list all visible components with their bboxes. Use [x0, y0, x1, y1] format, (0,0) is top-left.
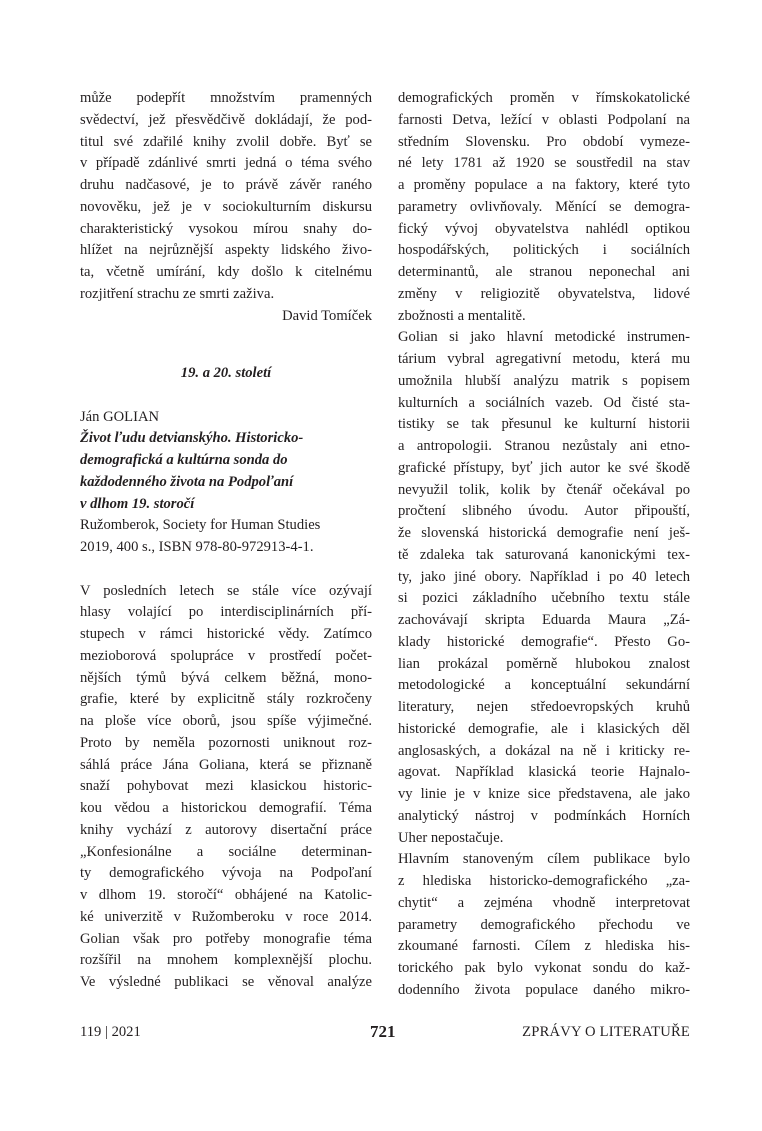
text-line: stupech v rámci historické vědy. Zatímco	[80, 626, 372, 642]
text-line: Hlavním stanoveným cílem publikace bylo	[398, 851, 690, 868]
left-column	[80, 88, 372, 994]
book-author: Ján GOLIAN	[80, 408, 160, 425]
text-line: 2019, 400 s., ISBN 978-80-972913-4-1.	[80, 539, 314, 555]
text-line: novověku, jež je v sociokulturním diskursu	[80, 198, 372, 215]
text-line: rozšířil na mnohem komplexnější plochu.	[80, 952, 372, 969]
text-line: historické demografie, ale i klasických děl	[398, 720, 690, 737]
text-line: kou vědou a historickou demografií. Téma	[80, 800, 372, 816]
text-line: z hlediska historicko-demografického „za-	[398, 873, 690, 889]
text-line: kulturních a sociálních vazeb. Od čisté sta-	[398, 394, 690, 411]
text-line: fický vývoj obyvatelstva nahlédl optikou	[398, 220, 690, 237]
text-line: grafické přístupy, byť jich autor ke své škodě	[398, 459, 690, 476]
right-column	[398, 88, 690, 1002]
text-line: zbožnosti a mentalitě.	[398, 307, 526, 324]
text-line: Uher nepostačuje.	[398, 829, 504, 846]
journal-issue: 119 | 2021	[80, 1024, 141, 1040]
text-line: „Konfesionálne a sociálne determinan-	[80, 843, 372, 860]
text-line: né lety 1781 až 1920 se soustředil na stav	[398, 155, 690, 172]
text-line: pročtení slibného úvodu. Autor připouští,	[398, 503, 690, 520]
text-line: ty, jako jiné obory. Například i po 40 letech	[398, 568, 690, 585]
text-line: si pozici základního učebního textu stále	[398, 590, 690, 607]
text-line: charakteristický vysokou mírou snahy do-	[80, 220, 372, 237]
text-line: anglosaských, a dokázal na ně i kriticky re-	[398, 742, 690, 759]
text-line: literatury, nejen středoevropských kruhů	[398, 699, 690, 715]
review-text	[80, 581, 372, 994]
text-line: změny v religiozitě obyvatelstva, lidové	[398, 285, 690, 302]
text-line: chytit“ a zejména vhodně interpretovat	[398, 894, 690, 911]
text-line: rozjitření strachu ze smrti zaživa.	[80, 285, 275, 302]
text-line: dodenního života populace daného mikro-	[398, 981, 690, 998]
text-line: na ploše více oborů, jsou spíše výjimečné.	[80, 713, 372, 729]
text-line: titul své zdařilé knihy zvolil dobře. Byť se	[80, 133, 372, 150]
text-line: ké univerzitě v Ružomberoku v roce 2014.	[80, 908, 372, 925]
text-line: druhu nadčasové, je to právě závěr raného	[80, 177, 372, 193]
text-line: parametry demografického přechodu ve	[398, 916, 690, 933]
text-line: nějších týmů bývá celkem běžná, mono-	[80, 669, 372, 686]
paragraph-2	[398, 327, 690, 849]
text-line: tárium vybral agregativní metodu, která mu	[398, 351, 690, 367]
page-number: 721	[370, 1022, 396, 1041]
text-line: sáhlá práce Jána Goliana, která se přiznaně	[80, 756, 372, 773]
book-title	[80, 428, 372, 515]
text-line: grafie, které by explicitně stály rozkročeny	[80, 691, 372, 708]
paragraph-1	[398, 88, 690, 327]
text-line: ty demografického vývoja na Podpoľaní	[80, 865, 372, 882]
text-line: Ve výsledné publikaci se věnoval analýze	[80, 974, 372, 990]
text-line: středním Slovensku. Pro období vymeze-	[398, 133, 690, 150]
text-line: snaží pohybovat mezi klasickou historic-	[80, 778, 372, 795]
previous-review-text	[80, 88, 372, 306]
text-line: klady historické demografie“. Přesto Go-	[398, 633, 690, 650]
text-line: zkoumané farnosti. Cílem z hlediska his-	[398, 938, 690, 955]
text-line: torického pak bylo vykonat sondu do kaž-	[398, 960, 690, 976]
text-line: v případě zdánlivé smrti jedná o téma svého	[80, 155, 372, 172]
text-line: agovat. Například klasická teorie Hajnalo-	[398, 764, 690, 781]
text-line: ta, včetně umírání, kdy došlo k citelnému	[80, 264, 372, 280]
text-line: může podepřít množstvím pramenných	[80, 90, 372, 106]
text-line: parametry ovlivňovaly. Měnící se demogra-	[398, 198, 690, 215]
text-line: demografických proměn v římskokatolické	[398, 90, 690, 106]
section-title: ZPRÁVY O LITERATUŘE	[522, 1024, 690, 1040]
text-line: Golian si jako hlavní metodické instrumen-	[398, 329, 690, 346]
text-line: Proto by neměla pozornosti uniknout roz-	[80, 734, 372, 751]
text-line: Golian však pro potřeby monografie téma	[80, 930, 372, 947]
text-line: demografická a kultúrna sonda do	[80, 452, 288, 468]
text-line: tě zdaleka tak saturovaná kanonickými tex-	[398, 546, 690, 563]
text-line: mezioborová spolupráce v prostředí počet-	[80, 647, 372, 664]
text-line: Ružomberok, Society for Human Studies	[80, 517, 321, 534]
text-line: lian prokázal poměrně hlubokou znalost	[398, 655, 690, 672]
text-line: hospodářských, politických i sociálních	[398, 242, 690, 259]
text-line: V posledních letech se stále více ozývají	[80, 582, 372, 599]
text-line: farnosti Detva, ležící v oblasti Podpolaní na	[398, 111, 690, 128]
text-line: že slovenská historická demografie není ješ-	[398, 525, 690, 541]
text-line: nevyužil tolik, kolik by čtenář očekával po	[398, 481, 690, 498]
text-line: knihy vychází z autorovy disertační práce	[80, 821, 372, 838]
text-line: hlížet na nejrůznější aspekty lidského živo-	[80, 242, 372, 259]
text-line: determinantů, ale stranou neponechal ani	[398, 264, 690, 280]
text-line: a proměny populace a na faktory, které tyto	[398, 177, 690, 193]
text-line: vy linie je v knize sice představena, ale jako	[398, 786, 690, 802]
text-line: zachovávají skripta Eduarda Maura „Zá-	[398, 612, 690, 628]
text-line: každodenného života na Podpoľaní	[80, 473, 294, 490]
text-line: analytický nástroj v podmínkách Horních	[398, 807, 690, 824]
text-line: metodologické a konceptuální sekundární	[398, 677, 690, 694]
paragraph-3	[398, 849, 690, 1001]
text-line: tistiky se tak přesunul ke kulturní historii	[398, 416, 690, 433]
text-line: svědectví, jež přesvědčivě dokládají, že pod-	[80, 111, 372, 128]
previous-reviewer-name: David Tomíček	[282, 307, 372, 324]
text-line: v dlhom 19. storočí	[80, 495, 195, 512]
text-line: umožnila hlubší analýzu matrik s popisem	[398, 372, 690, 389]
text-line: Život ľudu detvianskýho. Historicko-	[80, 430, 304, 447]
book-info	[80, 515, 372, 559]
text-line: v dlhom 19. storočí“ obhájené na Katolic-	[80, 887, 372, 903]
section-heading: 19. a 20. století	[180, 365, 272, 381]
text-line: hlasy volající po interdisciplinárních pří-	[80, 604, 372, 621]
page-footer	[80, 1024, 690, 1046]
text-line: a antropologii. Stranou nezůstaly ani etno-	[398, 438, 690, 454]
